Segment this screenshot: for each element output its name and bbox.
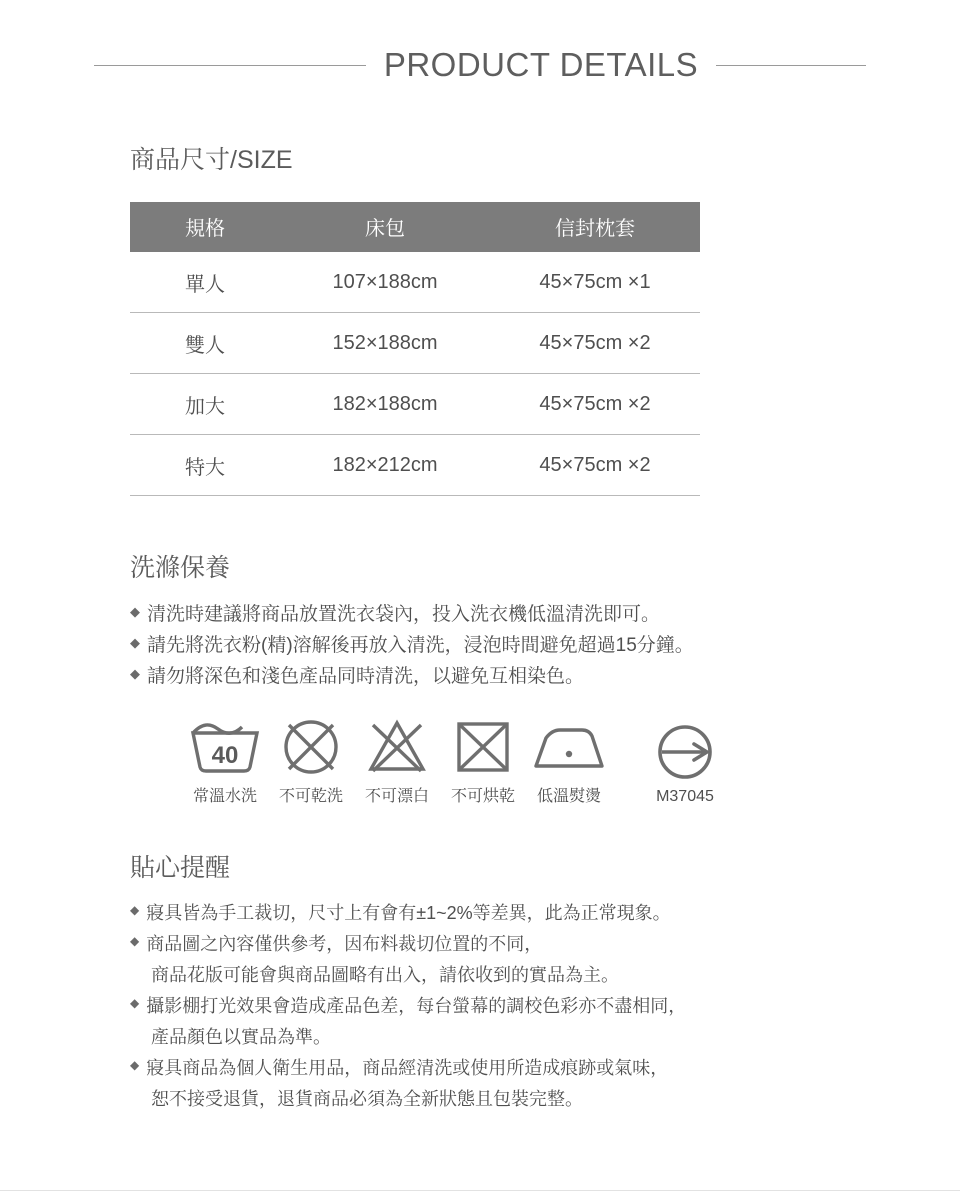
care-bullet-text: 清洗時建議將商品放置洗衣袋內，投入洗衣機低溫清洗即可。 <box>147 604 661 625</box>
bullet-diamond-icon: ◆ <box>130 634 140 650</box>
list-item <box>130 631 960 662</box>
care-symbol-dryclean <box>268 718 354 806</box>
cell-spec: 單人 <box>130 252 280 313</box>
table-row <box>130 252 700 313</box>
care-heading: 洗滌保養 <box>130 554 231 582</box>
bullet-diamond-icon: ◆ <box>130 665 140 681</box>
note-text: 產品顏色以實品為準。 <box>151 1027 331 1048</box>
wash-tub-40-icon <box>188 718 262 776</box>
note-text: 寢具皆為手工裁切，尺寸上有會有±1~2%等差異，此為正常現象。 <box>146 903 671 924</box>
page-title: PRODUCT DETAILS <box>383 46 699 83</box>
list-item <box>130 600 960 631</box>
care-symbol-row <box>182 718 960 806</box>
notes-list <box>130 898 960 1115</box>
notes-section <box>130 848 960 1115</box>
size-table <box>130 202 700 496</box>
header-rule-left <box>94 65 366 66</box>
list-item-continuation <box>130 1022 960 1053</box>
no-tumble-dry-icon <box>453 718 513 776</box>
certification-code: M37045 <box>656 788 714 806</box>
column-header-pillowcase: 信封枕套 <box>490 202 700 252</box>
column-header-spec: 規格 <box>130 202 280 252</box>
bullet-diamond-icon: ◆ <box>130 903 140 918</box>
care-symbol-label: 常溫水洗 <box>192 788 257 806</box>
page-header <box>0 0 960 84</box>
care-symbol-label: 不可烘乾 <box>450 788 515 806</box>
bullet-diamond-icon: ◆ <box>130 934 140 949</box>
care-bullet-text: 請先將洗衣粉(精)溶解後再放入清洗，浸泡時間避免超過15分鐘。 <box>147 634 694 656</box>
size-heading: 商品尺寸/SIZE <box>130 146 293 174</box>
list-item-continuation <box>130 1084 960 1115</box>
note-text: 攝影棚打光效果會造成產品色差，每台螢幕的調校色彩亦不盡相同， <box>146 996 687 1017</box>
no-bleach-icon <box>365 718 429 776</box>
no-dry-clean-icon <box>280 718 342 776</box>
cell-spec: 雙人 <box>130 313 280 374</box>
footer-divider <box>0 1190 960 1194</box>
bullet-diamond-icon: ◆ <box>130 996 140 1011</box>
care-section <box>130 548 960 806</box>
list-item-continuation <box>130 960 960 991</box>
cell-sheet: 182×212cm <box>280 435 490 496</box>
care-symbol-tumble-dry <box>440 718 526 806</box>
low-heat-iron-icon <box>530 718 608 776</box>
list-item <box>130 929 960 960</box>
care-symbol-iron <box>526 718 612 806</box>
cell-pillowcase: 45×75cm ×2 <box>490 313 700 374</box>
list-item <box>130 991 960 1022</box>
note-text: 商品圖之內容僅供參考，因布料裁切位置的不同， <box>146 934 543 955</box>
cell-pillowcase: 45×75cm ×1 <box>490 252 700 313</box>
column-header-sheet: 床包 <box>280 202 490 252</box>
table-row <box>130 313 700 374</box>
cell-sheet: 182×188cm <box>280 374 490 435</box>
list-item <box>130 1053 960 1084</box>
care-symbol-label: 不可乾洗 <box>278 788 343 806</box>
cell-spec: 特大 <box>130 435 280 496</box>
note-text: 商品花版可能會與商品圖略有出入，請依收到的實品為主。 <box>151 965 619 986</box>
notes-heading: 貼心提醒 <box>130 854 231 883</box>
care-symbol-wash <box>182 718 268 806</box>
size-table-head <box>130 202 700 252</box>
cell-pillowcase: 45×75cm ×2 <box>490 435 700 496</box>
care-symbol-certification <box>630 723 740 806</box>
care-bullet-list <box>130 600 960 692</box>
note-text: 寢具商品為個人衛生用品，商品經清洗或使用所造成痕跡或氣味， <box>146 1058 669 1079</box>
cell-sheet: 152×188cm <box>280 313 490 374</box>
care-symbol-label: 低溫熨燙 <box>536 788 601 806</box>
care-bullet-text: 請勿將深色和淺色產品同時清洗，以避免互相染色。 <box>147 665 585 687</box>
care-symbol-bleach <box>354 718 440 806</box>
table-row <box>130 374 700 435</box>
list-item <box>130 662 960 693</box>
header-rule-right <box>716 65 866 66</box>
bullet-diamond-icon: ◆ <box>130 604 140 619</box>
svg-text:40: 40 <box>211 742 239 770</box>
cell-spec: 加大 <box>130 374 280 435</box>
table-header-row <box>130 202 700 252</box>
list-item <box>130 898 960 929</box>
size-section <box>130 140 960 496</box>
size-table-body <box>130 252 700 496</box>
table-row <box>130 435 700 496</box>
note-text: 恕不接受退貨，退貨商品必須為全新狀態且包裝完整。 <box>151 1089 583 1110</box>
cell-sheet: 107×188cm <box>280 252 490 313</box>
certification-mark-icon <box>650 723 720 781</box>
cell-pillowcase: 45×75cm ×2 <box>490 374 700 435</box>
care-symbol-label: 不可漂白 <box>364 788 429 806</box>
bullet-diamond-icon: ◆ <box>130 1058 140 1073</box>
